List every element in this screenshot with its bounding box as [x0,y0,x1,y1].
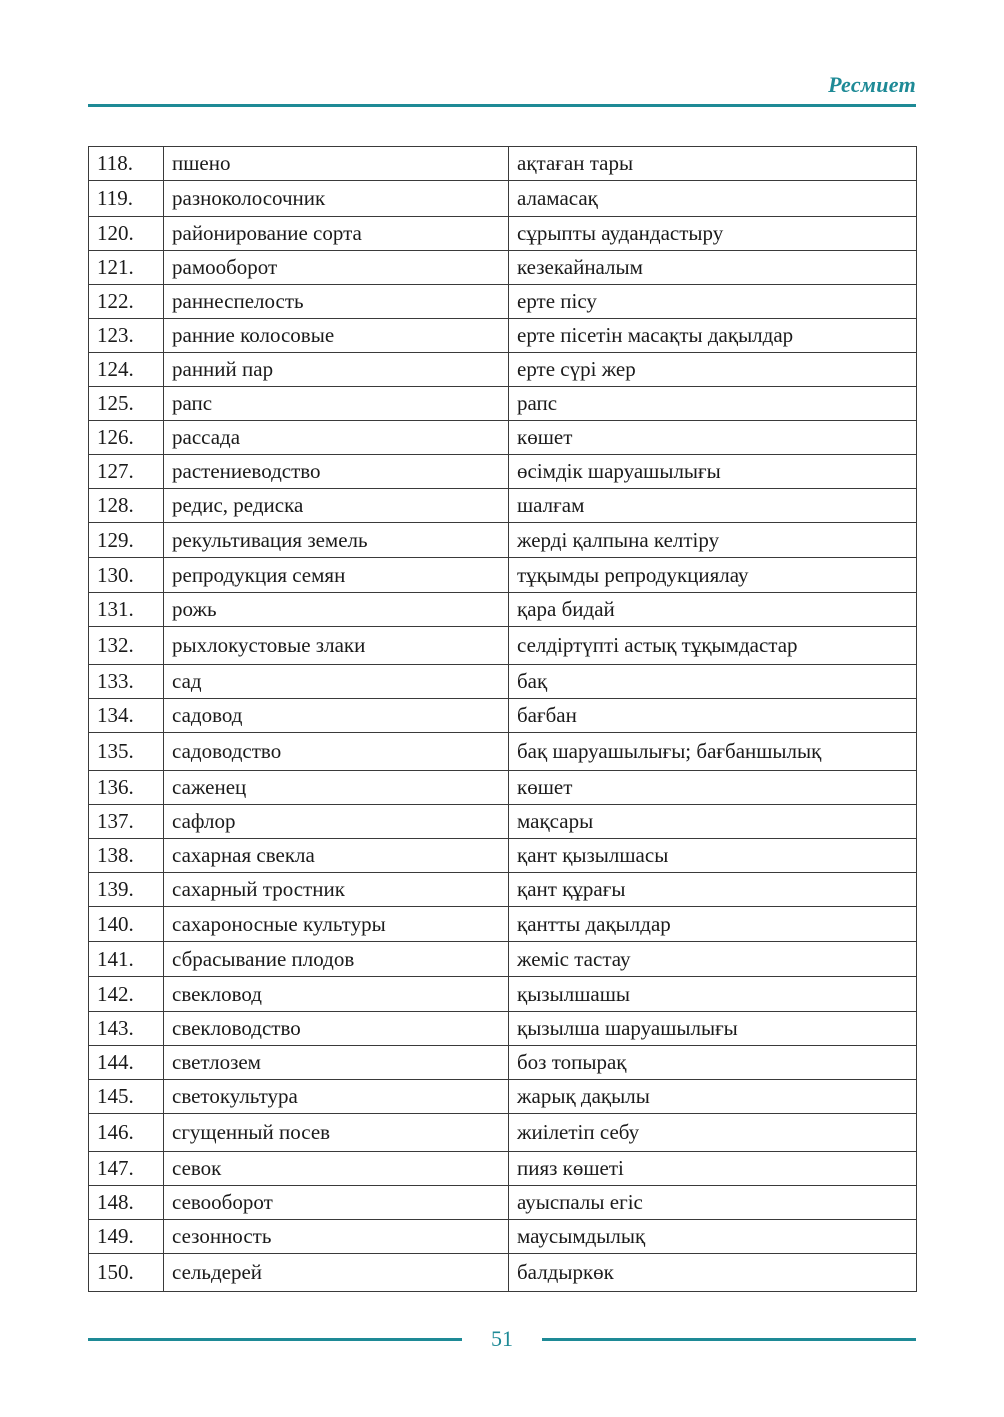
glossary-row [89,489,917,523]
glossary-row [89,1254,917,1292]
term-number: 127. [89,455,164,489]
glossary-row [89,558,917,593]
term-kazakh: ақтаған тары [509,147,917,181]
term-number: 132. [89,627,164,665]
header-rule [88,104,916,107]
term-number: 146. [89,1114,164,1152]
term-kazakh: қызылша шаруашылығы [509,1012,917,1046]
glossary-row [89,181,917,217]
term-kazakh: ерте пісу [509,285,917,319]
glossary-row [89,1186,917,1220]
term-number: 149. [89,1220,164,1254]
term-russian: сгущенный посев [164,1114,509,1152]
term-russian: ранние колосовые [164,319,509,353]
term-russian: рыхлокустовые злаки [164,627,509,665]
term-russian: растениеводство [164,455,509,489]
term-kazakh: кезекайналым [509,251,917,285]
glossary-row [89,1220,917,1254]
term-number: 124. [89,353,164,387]
glossary-row [89,523,917,558]
term-kazakh: балдыркөк [509,1254,917,1292]
term-russian: ранний пар [164,353,509,387]
term-russian: пшено [164,147,509,181]
term-kazakh: ауыспалы егіс [509,1186,917,1220]
glossary-table [88,146,917,1292]
footer-rule-right [542,1338,916,1341]
term-kazakh: ерте сүрі жер [509,353,917,387]
glossary-row [89,1080,917,1114]
term-number: 118. [89,147,164,181]
glossary-row [89,733,917,771]
term-russian: репродукция семян [164,558,509,593]
glossary-row [89,455,917,489]
term-kazakh: селдіртүпті астық тұқымдастар [509,627,917,665]
term-russian: свекловод [164,977,509,1012]
glossary-table-body [89,147,917,1292]
term-kazakh: жерді қалпына келтіру [509,523,917,558]
term-kazakh: жиілетіп себу [509,1114,917,1152]
glossary-row [89,771,917,805]
term-kazakh: бағбан [509,699,917,733]
glossary-row [89,1114,917,1152]
term-kazakh: жарық дақылы [509,1080,917,1114]
term-number: 121. [89,251,164,285]
term-number: 135. [89,733,164,771]
term-kazakh: ерте пісетін масақты дақылдар [509,319,917,353]
term-russian: сад [164,665,509,699]
term-number: 123. [89,319,164,353]
term-number: 140. [89,907,164,942]
glossary-row [89,1046,917,1080]
term-russian: сафлор [164,805,509,839]
term-kazakh: тұқымды репродукциялау [509,558,917,593]
term-kazakh: боз топырақ [509,1046,917,1080]
term-russian: районирование сорта [164,217,509,251]
term-kazakh: қантты дақылдар [509,907,917,942]
term-number: 133. [89,665,164,699]
glossary-row [89,873,917,907]
term-number: 131. [89,593,164,627]
term-russian: рамооборот [164,251,509,285]
term-number: 119. [89,181,164,217]
term-russian: садоводство [164,733,509,771]
term-kazakh: шалғам [509,489,917,523]
term-kazakh: көшет [509,421,917,455]
term-kazakh: көшет [509,771,917,805]
term-kazakh: рапс [509,387,917,421]
term-number: 120. [89,217,164,251]
term-russian: сбрасывание плодов [164,942,509,977]
term-number: 141. [89,942,164,977]
term-number: 143. [89,1012,164,1046]
glossary-row [89,665,917,699]
glossary-row [89,285,917,319]
glossary-row [89,319,917,353]
term-russian: севок [164,1152,509,1186]
term-kazakh: қант құрағы [509,873,917,907]
glossary-row [89,421,917,455]
running-header-title: Ресмиет [828,72,916,97]
term-kazakh: мақсары [509,805,917,839]
term-number: 130. [89,558,164,593]
term-russian: светлозем [164,1046,509,1080]
term-kazakh: аламасақ [509,181,917,217]
glossary-row [89,977,917,1012]
term-number: 138. [89,839,164,873]
term-number: 136. [89,771,164,805]
glossary-row [89,907,917,942]
term-number: 148. [89,1186,164,1220]
term-number: 125. [89,387,164,421]
term-russian: садовод [164,699,509,733]
glossary-row [89,942,917,977]
term-kazakh: бақ шаруашылығы; бағбаншылық [509,733,917,771]
term-russian: севооборот [164,1186,509,1220]
page-number: 51 [491,1326,513,1351]
glossary-row [89,353,917,387]
term-russian: рожь [164,593,509,627]
term-kazakh: өсімдік шаруашылығы [509,455,917,489]
term-number: 142. [89,977,164,1012]
term-russian: рассада [164,421,509,455]
term-number: 129. [89,523,164,558]
glossary-row [89,147,917,181]
term-russian: светокультура [164,1080,509,1114]
term-number: 139. [89,873,164,907]
glossary-row [89,1152,917,1186]
term-number: 122. [89,285,164,319]
term-russian: сахароносные культуры [164,907,509,942]
term-kazakh: маусымдылық [509,1220,917,1254]
term-number: 150. [89,1254,164,1292]
term-russian: редис, редиска [164,489,509,523]
term-number: 137. [89,805,164,839]
term-kazakh: жеміс тастау [509,942,917,977]
footer-rule-left [88,1338,462,1341]
glossary-row [89,251,917,285]
term-russian: рапс [164,387,509,421]
term-number: 144. [89,1046,164,1080]
term-russian: саженец [164,771,509,805]
term-russian: сельдерей [164,1254,509,1292]
term-russian: сезонность [164,1220,509,1254]
glossary-row [89,627,917,665]
term-russian: разноколосочник [164,181,509,217]
term-kazakh: бақ [509,665,917,699]
term-number: 147. [89,1152,164,1186]
glossary-row [89,593,917,627]
term-russian: сахарный тростник [164,873,509,907]
term-kazakh: сұрыпты аудандастыру [509,217,917,251]
glossary-row [89,699,917,733]
glossary-row [89,839,917,873]
glossary-row [89,217,917,251]
term-number: 145. [89,1080,164,1114]
term-kazakh: пияз көшеті [509,1152,917,1186]
term-number: 134. [89,699,164,733]
glossary-row [89,805,917,839]
term-number: 126. [89,421,164,455]
glossary-row [89,1012,917,1046]
glossary-row [89,387,917,421]
term-kazakh: қара бидай [509,593,917,627]
term-number: 128. [89,489,164,523]
term-russian: свекловодство [164,1012,509,1046]
term-kazakh: қант қызылшасы [509,839,917,873]
term-russian: рекультивация земель [164,523,509,558]
term-russian: раннеспелость [164,285,509,319]
term-kazakh: қызылшашы [509,977,917,1012]
term-russian: сахарная свекла [164,839,509,873]
